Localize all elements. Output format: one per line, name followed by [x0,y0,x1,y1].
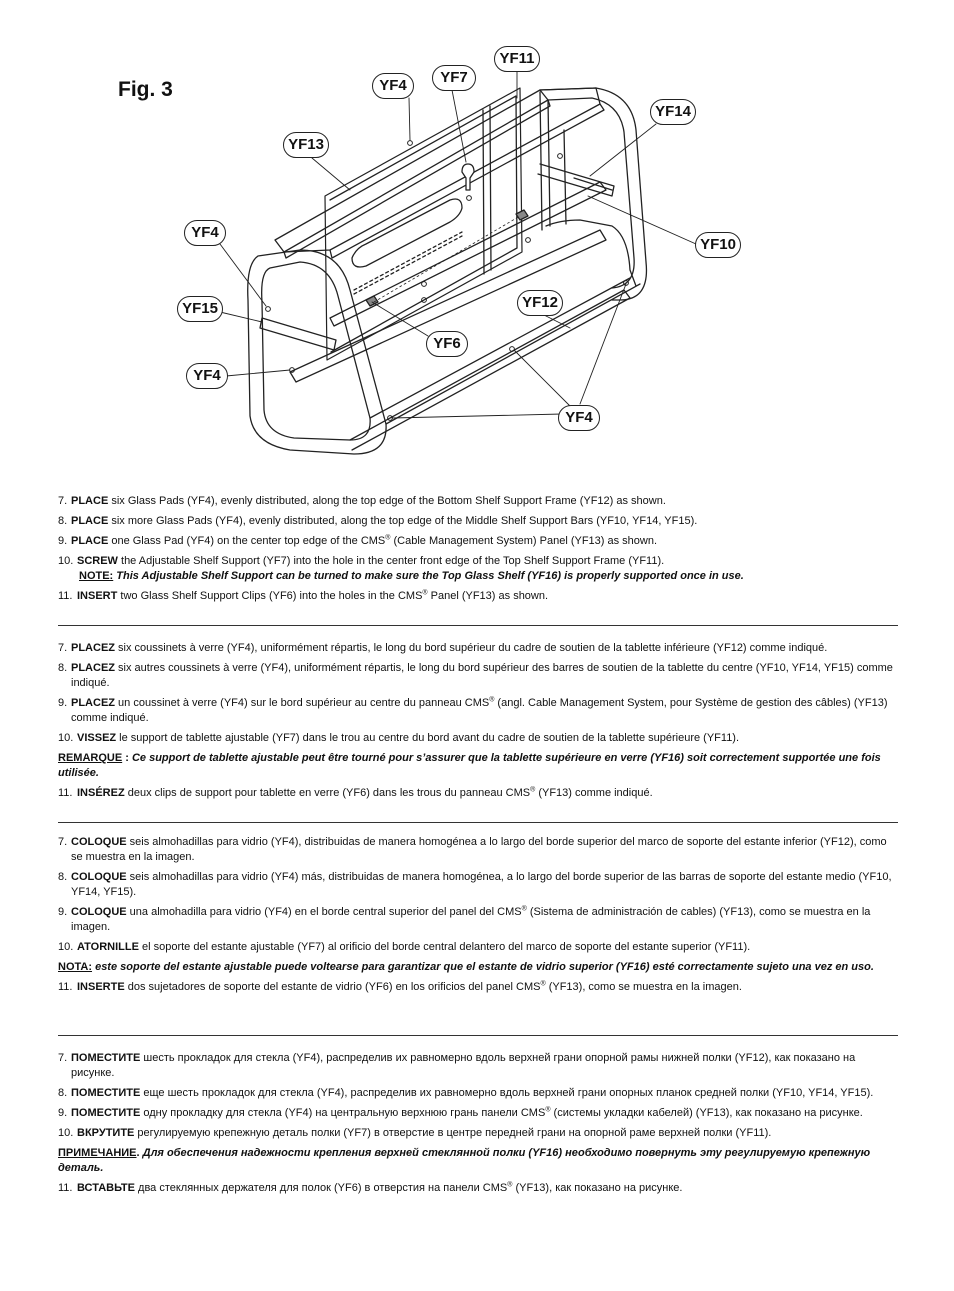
top-shelf-front-bar [284,88,600,252]
step-8: 8. PLACE six more Glass Pads (YF4), evenly distributed, along the top edge of the Middle Shelf Support Bars (YF10, YF14, YF15). [58,515,698,527]
note: NOTA: este soporte del estante ajustable puede voltearse para garantizar que el estante de vidrio superior (YF16) esté correctamente sujeto una vez en uso. [58,961,874,973]
step-8: 8. PLACEZ six autres coussinets à verre (YF4), uniformément répartis, le long du bord supérieur des barres de soutien de la tablette du centre (YF10, YF14, YF15) comme indiqué. [58,662,893,689]
callout-yf11: YF11 [494,46,540,72]
right-end-frame-inner [548,98,634,288]
divider [58,822,898,823]
callout-yf13: YF13 [283,132,329,158]
instructions-french [58,641,898,806]
step-9: 9. ПОМЕСТИТЕ одну прокладку для стекла (YF4) на центральную верхнюю грань панели CMS® (системы укладки кабелей) (YF13), как показано на рисунке. [58,1106,863,1119]
divider [58,625,898,626]
callout-yf4-bottom-left: YF4 [186,363,228,389]
step-11: 11. INSERTE dos sujetadores de soporte del estante de vidrio (YF6) en los orificios del panel CMS® (YF13), como se muestra en la imagen. [58,980,742,993]
instructions-russian [58,1051,898,1201]
step-11: 11. INSÉREZ deux clips de support pour tablette en verre (YF6) dans les trous du panneau CMS® (YF13) comme indiqué. [58,786,653,799]
step-7: 7. PLACE six Glass Pads (YF4), evenly distributed, along the top edge of the Bottom Shelf Support Frame (YF12) as shown. [58,495,666,507]
callout-yf7: YF7 [432,65,476,91]
callout-yf4-bottom-right: YF4 [558,405,600,431]
left-end-frame-inner [262,262,371,440]
step-8: 8. COLOQUE seis almohadillas para vidrio (YF4) más, distribuidas de manera homogénea, a lo largo del borde superior de las barras de soporte del estante medio (YF10, YF14, YF15). [58,871,892,898]
callout-yf12: YF12 [517,290,563,316]
step-10: 10. SCREW the Adjustable Shelf Support (YF7) into the hole in the center front edge of the Top Shelf Support Frame (YF11). [58,555,665,567]
top-shelf-frame [275,90,548,252]
callout-yf14: YF14 [650,99,696,125]
middle-bar-yf15 [260,318,336,350]
note: REMARQUE : Ce support de tablette ajustable peut être tourné pour s’assurer que la tablette supérieure en verre (YF16) soit correctement supportée une fois utilisée. [58,752,881,779]
step-10: 10. ATORNILLE el soporte del estante ajustable (YF7) al orificio del borde central delantero del marco de soporte del estante superior (YF11). [58,941,751,953]
note: ПРИМЕЧАНИЕ. Для обеспечения надежности крепления верхней стеклянной полки (YF16) необходимо повернуть эту регулируемую крепежную деталь. [58,1147,871,1174]
figure-title: Fig. 3 [118,78,173,101]
step-9: 9. PLACEZ un coussinet à verre (YF4) sur le bord supérieur au centre du panneau CMS® (angl. Cable Management System, pour Système de gestion des câbles) (YF13) comme indiqué. [58,696,888,724]
callout-yf4-top: YF4 [372,73,414,99]
note: NOTE: This Adjustable Shelf Support can be turned to make sure the Top Glass Shelf (YF16) is properly supported once in use. [79,570,744,582]
callout-yf6: YF6 [426,331,468,357]
callout-yf10: YF10 [695,232,741,258]
callout-yf15: YF15 [177,296,223,322]
instructions-spanish [58,835,898,1000]
step-7: 7. PLACEZ six coussinets à verre (YF4), uniformément répartis, le long du bord supérieur du cadre de soutien de la tablette inférieure (YF12) comme indiqué. [58,642,828,654]
step-11: 11. INSERT two Glass Shelf Support Clips (YF6) into the holes in the CMS® Panel (YF13) as shown. [58,589,549,602]
step-10: 10. VISSEZ le support de tablette ajustable (YF7) dans le trou au centre du bord avant du cadre de soutien de la tablette supérieure (YF11). [58,732,740,744]
callout-yf4-left: YF4 [184,220,226,246]
divider [58,1035,898,1036]
instructions-english [58,494,898,609]
step-8: 8. ПОМЕСТИТЕ еще шесть прокладок для стекла (YF4), распределив их равномерно вдоль верхней грани опорных планок средней полки (YF10, YF14, YF15). [58,1087,874,1099]
assembly-diagram [0,0,954,480]
cms-panel [325,88,522,360]
step-7: 7. COLOQUE seis almohadillas para vidrio (YF4), distribuidas de manera homogénea a lo largo del borde superior del marco de soporte del estante inferior (YF12), como se muestra en la imagen. [58,836,887,863]
step-9: 9. PLACE one Glass Pad (YF4) on the center top edge of the CMS® (Cable Management System) Panel (YF13) as shown. [58,534,658,547]
step-11: 11. ВСТАВЬТЕ два стеклянных держателя для полок (YF6) в отверстия на панели CMS® (YF13), как показано на рисунке. [58,1181,683,1194]
step-7: 7. ПОМЕСТИТЕ шесть прокладок для стекла (YF4), распределив их равномерно вдоль верхней грани опорной рамы нижней полки (YF12), как показано на рисунке. [58,1052,856,1079]
cms-slot [352,199,462,267]
step-9: 9. COLOQUE una almohadilla para vidrio (YF4) en el borde central superior del panel del CMS® (Sistema de administración de cables) (YF13), como se muestra en la imagen. [58,905,871,933]
step-10: 10. ВКРУТИТЕ регулируемую крепежную деталь полки (YF7) в отверстие в центре передней грани на опорной раме верхней полки (YF11). [58,1127,772,1139]
